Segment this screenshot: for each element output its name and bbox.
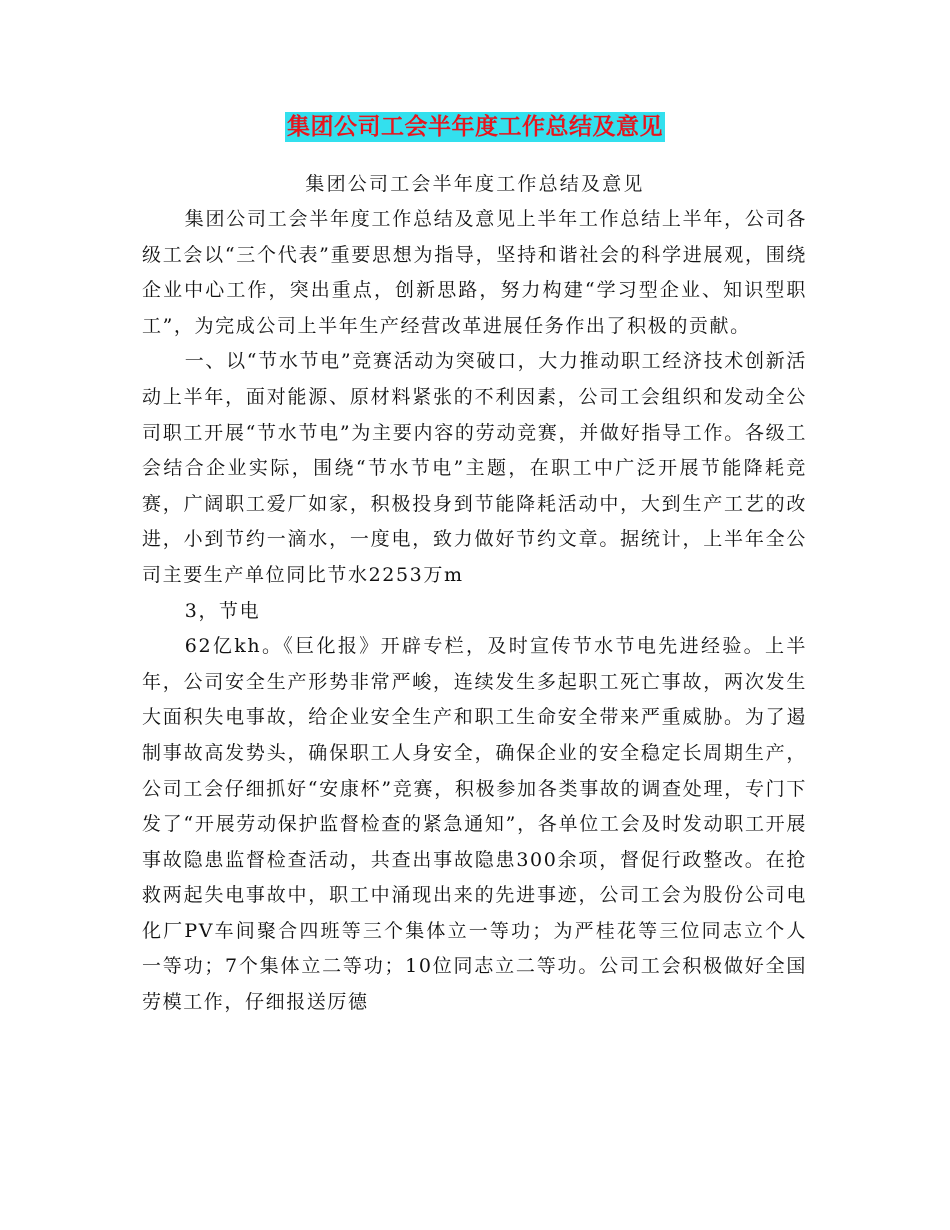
- document-subtitle: 集团公司工会半年度工作总结及意见: [305, 173, 645, 195]
- body-paragraph: 集团公司工会半年度工作总结及意见上半年工作总结上半年，公司各级工会以“三个代表”重要思想为指导，坚持和谐社会的科学进展观，围绕企业中心工作，突出重点，创新思路，努力构建“学习型企业、知识型职工”，为完成公司上半年生产经营改革进展任务作出了积极的贡献。: [142, 208, 807, 337]
- document-body: [142, 202, 807, 1021]
- body-paragraph: 62亿kh。《巨化报》开辟专栏，及时宣传节水节电先进经验。上半年，公司安全生产形势非常严峻，连续发生多起职工死亡事故，两次发生大面积失电事故，给企业安全生产和职工生命安全带来严重威胁。为了遏制事故高发势头，确保职工人身安全，确保企业的安全稳定长周期生产，公司工会仔细抓好“安康杯”竞赛，积极参加各类事故的调查处理，专门下发了“开展劳动保护监督检查的紧急通知”，各单位工会及时发动职工开展事故隐患监督检查活动，共查出事故隐患300余项，督促行政整改。在抢救两起失电事故中，职工中涌现出来的先进事迹，公司工会为股份公司电化厂PV车间聚合四班等三个集体立一等功；为严桂花等三位同志立个人一等功；7个集体立二等功；10位同志立二等功。公司工会积极做好全国劳模工作，仔细报送厉德: [142, 635, 807, 1014]
- title-banner: [0, 112, 950, 142]
- body-paragraph: 3，节电: [184, 599, 261, 622]
- banner-title: 集团公司工会半年度工作总结及意见: [287, 114, 663, 140]
- body-paragraph: 一、以“节水节电”竞赛活动为突破口，大力推动职工经济技术创新活动上半年，面对能源、原材料紧张的不利因素，公司工会组织和发动全公司职工开展“节水节电”为主要内容的劳动竞赛，并做好指导工作。各级工会结合企业实际，围绕“节水节电”主题，在职工中广泛开展节能降耗竞赛，广阔职工爱厂如家，积极投身到节能降耗活动中，大到生产工艺的改进，小到节约一滴水，一度电，致力做好节约文章。据统计，上半年全公司主要生产单位同比节水2253万m: [142, 350, 807, 586]
